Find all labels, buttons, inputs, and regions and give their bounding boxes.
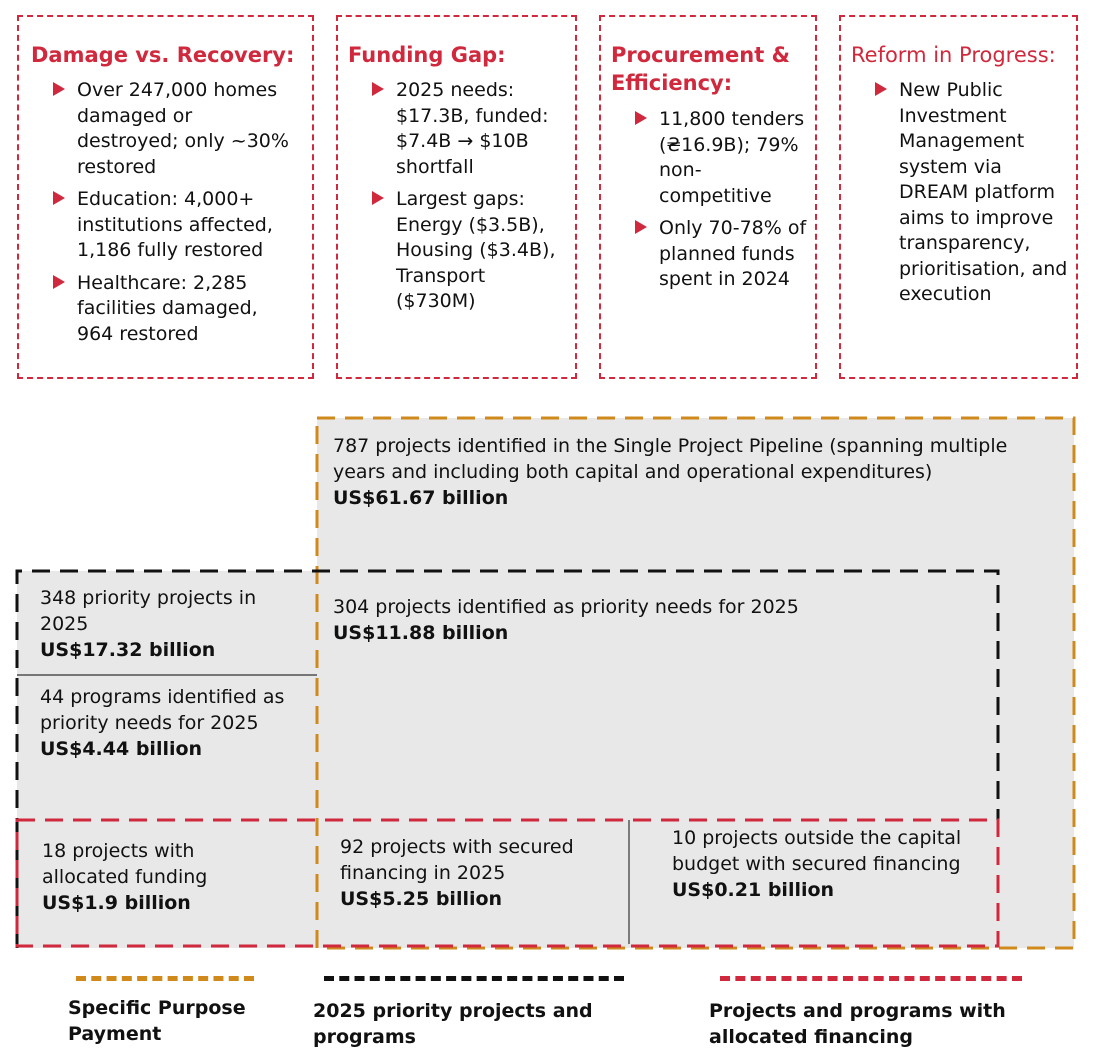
priority-348-value: US$17.32 billion [40,639,216,661]
priority-304-value: US$11.88 billion [333,622,509,644]
pipeline-desc: 787 projects identified in the Single Project Pipeline (spanning multiple years and including both capital and operational expenditures) [333,435,1008,483]
priority-304-text [333,594,953,646]
priority-304-desc: 304 projects identified as priority needs for 2025 [333,596,799,618]
legend-label-allocated: Projects and programs with allocated financing [709,1000,1006,1048]
legend-line-priority [324,976,624,981]
allocated-18-value: US$1.9 billion [42,892,191,914]
pipeline-text [333,433,1023,511]
bullet-item: Only 70-78% of planned funds spent in 2024 [635,216,811,293]
allocated-18-desc: 18 projects with allocated funding [42,840,208,888]
pipeline-value: US$61.67 billion [333,487,509,509]
bullet-item: Healthcare: 2,285 facilities damaged, 964 restored [53,271,293,348]
legend-line-allocated [720,976,1022,981]
bullet-item: 2025 needs: $17.3B, funded: $7.4B → $10B shortfall [372,78,567,180]
legend-label-priority: 2025 priority projects and programs [313,1000,593,1048]
priority-348-text [40,585,302,663]
outside-10-value: US$0.21 billion [672,879,835,901]
card-title: Damage vs. Recovery: [31,43,295,67]
programs-44-text [40,684,305,762]
outside-10-desc: 10 projects outside the capital budget with secured financing [672,827,962,875]
bullet-item: New Public Investment Management system via DREAM platform aims to improve transparency, prioritisation, and execution [875,78,1070,308]
card-title: Reform in Progress: [851,43,1056,67]
secured-92-value: US$5.25 billion [340,888,503,910]
programs-44-desc: 44 programs identified as priority needs for 2025 [40,686,285,734]
secured-92-desc: 92 projects with secured financing in 2025 [340,836,574,884]
legend-line-spp [76,976,254,981]
secured-92-text [340,834,610,912]
legend-label-spp: Specific Purpose Payment [68,997,246,1045]
bullet-item: Over 247,000 homes damaged or destroyed; only ~30% restored [53,78,293,180]
bullet-item: 11,800 tenders (₴16.9B); 79% non-competitive [635,107,811,209]
outside-10-text [672,825,972,903]
bullet-item: Largest gaps: Energy ($3.5B), Housing ($3.4B), Transport ($730M) [372,187,567,315]
bullet-item: Education: 4,000+ institutions affected, 1,186 fully restored [53,187,293,264]
allocated-18-text [42,838,252,916]
card-title: Procurement & Efficiency: [611,43,790,95]
priority-348-desc: 348 priority projects in 2025 [40,587,257,635]
card-title: Funding Gap: [348,43,506,67]
programs-44-value: US$4.44 billion [40,738,203,760]
